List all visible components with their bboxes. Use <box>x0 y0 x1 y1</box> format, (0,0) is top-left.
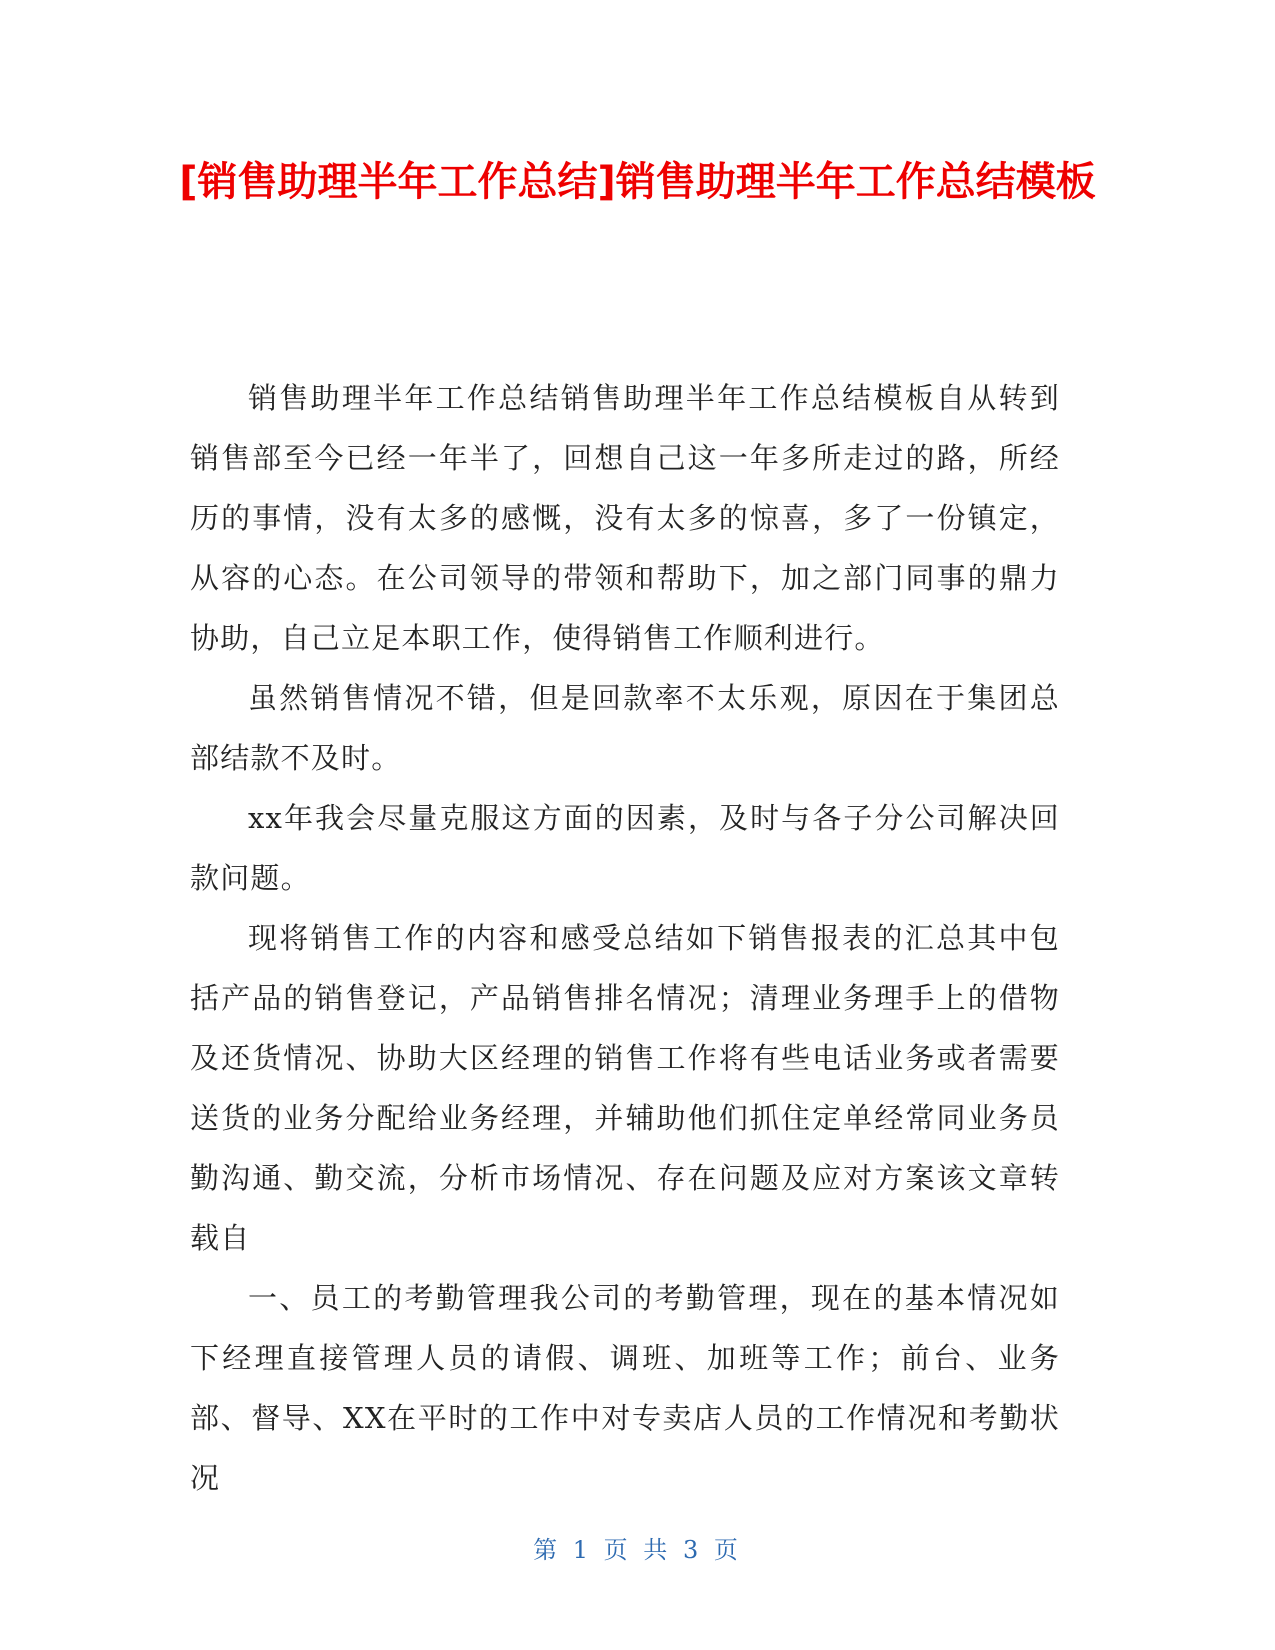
document-title: [销售助理半年工作总结]销售助理半年工作总结模板 <box>179 159 1096 205</box>
paragraph: xx年我会尽量克服这方面的因素，及时与各子分公司解决回款问题。 <box>190 801 1060 895</box>
paragraph: 现将销售工作的内容和感受总结如下销售报表的汇总其中包括产品的销售登记，产品销售排名情况；清理业务理手上的借物及还货情况、协助大区经理的销售工作将有些电话业务或者需要送货的业务分配给业务经理，并辅助他们抓住定单经常同业务员勤沟通、勤交流，分析市场情况、存在问题及应对方案该文章转载自 <box>190 921 1060 1255</box>
page-number-footer: 第 1 页 共 3 页 <box>533 1536 742 1564</box>
paragraph: 销售助理半年工作总结销售助理半年工作总结模板自从转到销售部至今已经一年半了，回想自己这一年多所走过的路，所经历的事情，没有太多的感慨，没有太多的惊喜，多了一份镇定，从容的心态。在公司领导的带领和帮助下，加之部门同事的鼎力协助，自己立足本职工作，使得销售工作顺利进行。 <box>190 381 1060 655</box>
paragraph: 虽然销售情况不错，但是回款率不太乐观，原因在于集团总部结款不及时。 <box>190 681 1060 775</box>
paragraph: 一、员工的考勤管理我公司的考勤管理，现在的基本情况如下经理直接管理人员的请假、调班、加班等工作；前台、业务部、督导、XX在平时的工作中对专卖店人员的工作情况和考勤状况 <box>190 1281 1060 1495</box>
document-body <box>190 368 1060 1508</box>
